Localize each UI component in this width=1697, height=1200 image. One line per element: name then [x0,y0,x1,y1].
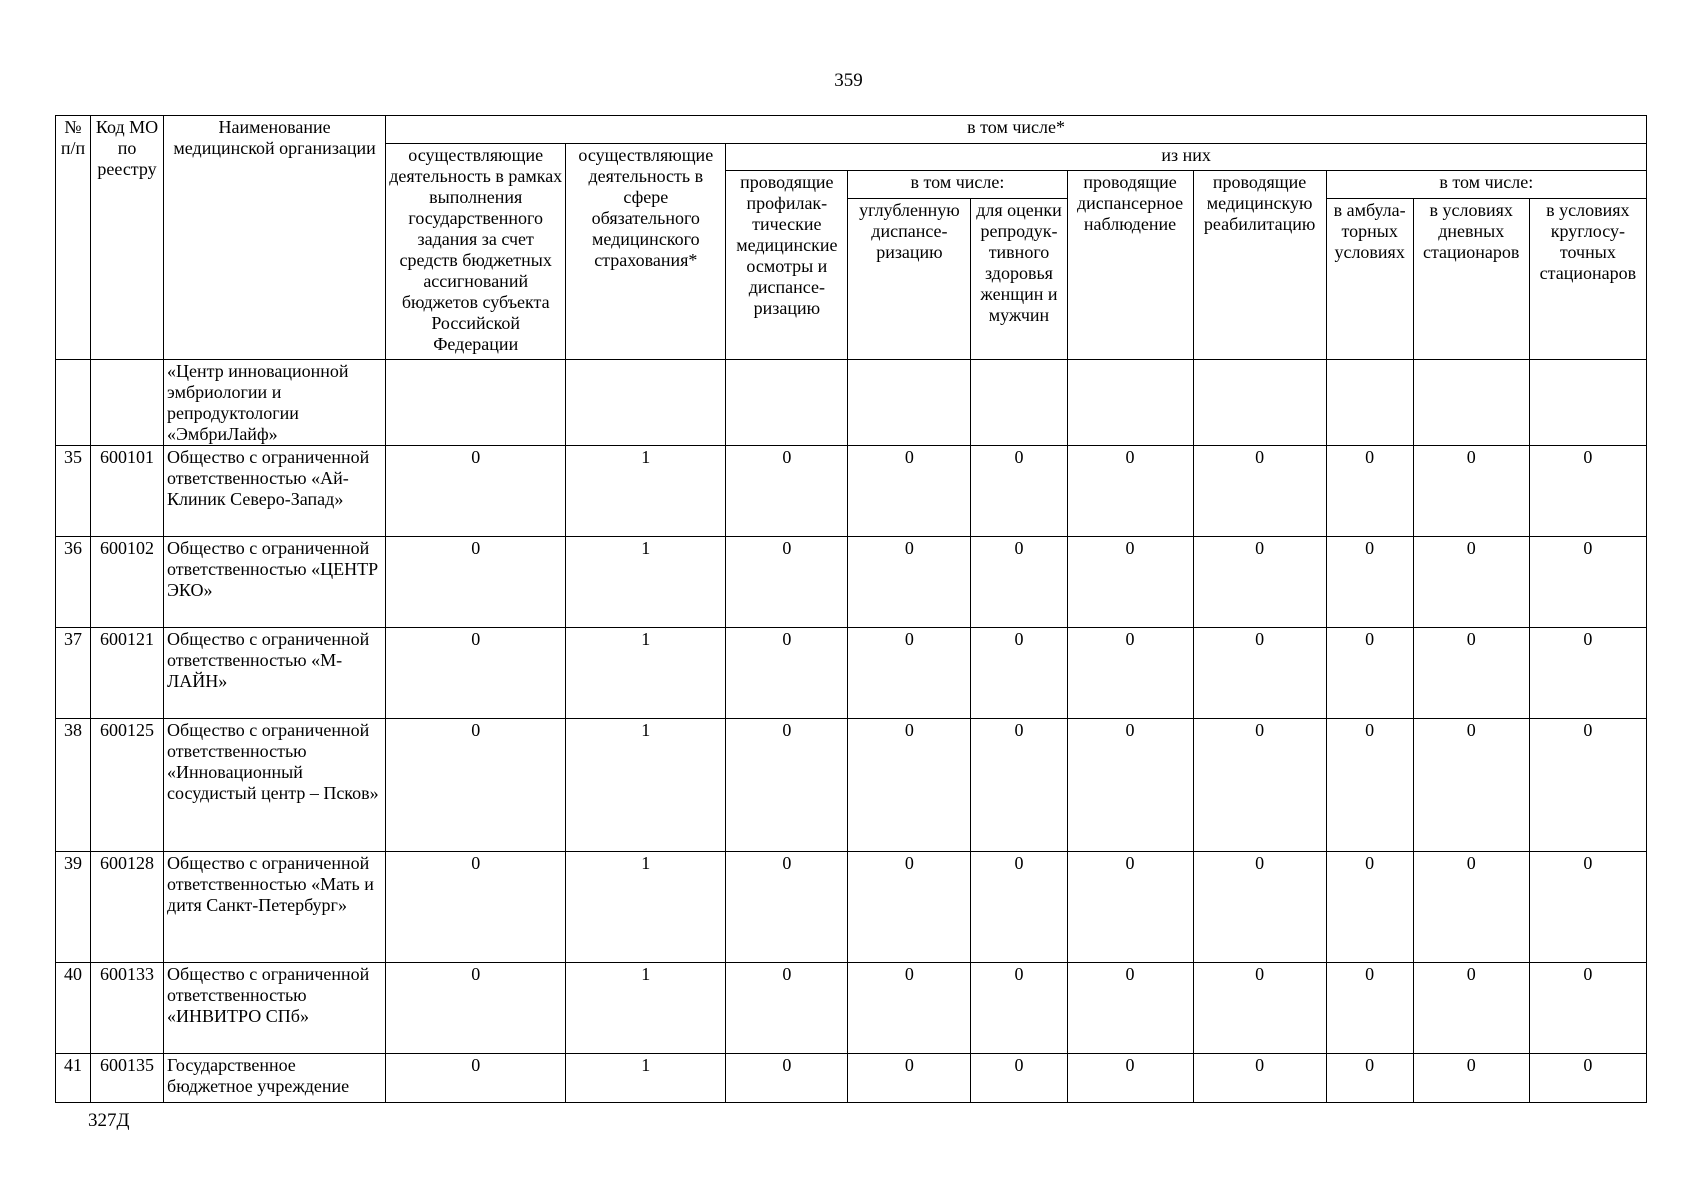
cell-value: 0 [1067,446,1193,537]
cell-value: 1 [566,446,726,537]
organizations-table [55,115,1647,1103]
cell-value [1326,360,1413,446]
cell-value: 0 [1067,628,1193,719]
cell-code: 600121 [91,628,164,719]
cell-name: Общество с ограниченной ответственностью «Инновационный сосудистый центр – Псков» [164,719,386,852]
cell-value: 0 [848,1054,971,1103]
cell-value: 0 [726,628,848,719]
cell-value: 0 [1326,446,1413,537]
cell-value [386,360,566,446]
cell-value: 0 [1326,963,1413,1054]
cell-num: 40 [56,963,91,1054]
table-row [56,446,1647,537]
cell-value: 0 [1193,446,1326,537]
cell-value: 0 [1067,852,1193,963]
header-dispensary: проводящие диспансерное наблюдение [1067,171,1193,360]
cell-name: Общество с ограниченной ответственностью «ИНВИТРО СПб» [164,963,386,1054]
cell-value [1193,360,1326,446]
cell-value: 0 [1067,1054,1193,1103]
table-row-continuation [56,360,1647,446]
cell-value: 0 [1193,852,1326,963]
table-row [56,1054,1647,1103]
cell-value: 0 [848,628,971,719]
header-reproductive: для оценки репродук-тивного здоровья женщин и мужчин [971,199,1067,360]
header-prophylactic: проводящие профилак-тические медицинские осмотры и диспансе-ризацию [726,171,848,360]
cell-value: 0 [848,537,971,628]
cell-value: 0 [386,628,566,719]
cell-value: 0 [1529,963,1646,1054]
cell-value: 0 [386,537,566,628]
cell-value: 0 [1529,446,1646,537]
cell-value: 0 [1529,537,1646,628]
cell-code: 600101 [91,446,164,537]
cell-value: 0 [1413,446,1529,537]
cell-value: 0 [726,537,848,628]
header-round-hospital: в условиях круглосу-точных стационаров [1529,199,1646,360]
header-code: Код МО по реестру [91,116,164,360]
header-including-a: в том числе: [848,171,1067,199]
cell-value: 0 [971,1054,1067,1103]
cell-value: 0 [726,852,848,963]
cell-num: 39 [56,852,91,963]
cell-value: 0 [971,537,1067,628]
cell-value: 0 [386,719,566,852]
cell-value: 0 [1193,537,1326,628]
header-day-hospital: в условиях дневных стационаров [1413,199,1529,360]
cell-value: 1 [566,628,726,719]
page-number: 359 [834,70,863,91]
cell-value: 0 [971,963,1067,1054]
cell-value: 0 [386,446,566,537]
cell-value: 0 [1413,852,1529,963]
cell-code: 600125 [91,719,164,852]
cell-value: 0 [386,852,566,963]
cell-value: 0 [848,446,971,537]
cell-value: 0 [1193,719,1326,852]
cell-value: 0 [1326,1054,1413,1103]
cell-value: 0 [971,446,1067,537]
cell-code: 600135 [91,1054,164,1103]
table-row [56,852,1647,963]
cell-value: 0 [1529,719,1646,852]
cell-value [971,360,1067,446]
cell-value: 0 [971,852,1067,963]
cell-value: 0 [1067,537,1193,628]
table-row [56,537,1647,628]
cell-value: 1 [566,537,726,628]
cell-value: 0 [1413,719,1529,852]
cell-value: 0 [848,852,971,963]
cell-value: 0 [1529,852,1646,963]
cell-value: 1 [566,1054,726,1103]
header-including-star: в том числе* [386,116,1647,144]
header-including-b: в том числе: [1326,171,1646,199]
cell-value [1067,360,1193,446]
cell-num: 41 [56,1054,91,1103]
cell-value: 0 [1529,628,1646,719]
cell-num: 38 [56,719,91,852]
cell-num: 35 [56,446,91,537]
cell-value: 0 [1326,719,1413,852]
header-rehabilitation: проводящие медицинскую реабилитацию [1193,171,1326,360]
cell-value: 0 [1193,963,1326,1054]
cell-code: 600128 [91,852,164,963]
cell-name: Общество с ограниченной ответственностью «М-ЛАЙН» [164,628,386,719]
cell-value: 0 [386,963,566,1054]
cell-name: Общество с ограниченной ответственностью «Мать и дитя Санкт-Петербург» [164,852,386,963]
header-oms: осуществляющие деятельность в сфере обязательного медицинского страхования* [566,144,726,360]
cell-value: 0 [1529,1054,1646,1103]
cell-value [726,360,848,446]
cell-value: 0 [971,628,1067,719]
header-name: Наименование медицинской организации [164,116,386,360]
cell-value: 0 [726,963,848,1054]
cell-value: 1 [566,852,726,963]
cell-name: «Центр инновационной эмбриологии и репродуктологии «ЭмбриЛайф» [164,360,386,446]
cell-value: 1 [566,963,726,1054]
cell-value [848,360,971,446]
cell-value: 0 [1067,963,1193,1054]
cell-value [566,360,726,446]
cell-value: 0 [1067,719,1193,852]
cell-num: 37 [56,628,91,719]
table-header [56,116,1647,360]
cell-value: 0 [971,719,1067,852]
cell-num [56,360,91,446]
table-row [56,963,1647,1054]
cell-value: 1 [566,719,726,852]
cell-value: 0 [726,446,848,537]
cell-code: 600102 [91,537,164,628]
cell-value: 0 [1193,1054,1326,1103]
table-body [56,360,1647,1103]
cell-name: Общество с ограниченной ответственностью «Ай-Клиник Северо-Запад» [164,446,386,537]
cell-value: 0 [726,1054,848,1103]
cell-name: Общество с ограниченной ответственностью «ЦЕНТР ЭКО» [164,537,386,628]
header-deep-dispensary: углубленную диспансе-ризацию [848,199,971,360]
header-ambulatory: в амбула-торных условиях [1326,199,1413,360]
cell-value: 0 [1413,1054,1529,1103]
header-of-them: из них [726,144,1647,171]
cell-value: 0 [848,963,971,1054]
cell-code [91,360,164,446]
header-state-task: осуществляющие деятельность в рамках выполнения государственного задания за счет средств бюджетных ассигнований бюджетов субъекта Российской Федерации [386,144,566,360]
cell-code: 600133 [91,963,164,1054]
cell-name: Государственное бюджетное учреждение [164,1054,386,1103]
cell-value: 0 [1413,963,1529,1054]
cell-value: 0 [726,719,848,852]
cell-value: 0 [1326,628,1413,719]
document-code: 327Д [88,1110,130,1131]
cell-value: 0 [1326,852,1413,963]
cell-num: 36 [56,537,91,628]
header-num: № п/п [56,116,91,360]
cell-value: 0 [1193,628,1326,719]
cell-value: 0 [386,1054,566,1103]
cell-value: 0 [1413,537,1529,628]
cell-value [1413,360,1529,446]
cell-value [1529,360,1646,446]
cell-value: 0 [1413,628,1529,719]
cell-value: 0 [848,719,971,852]
table-row [56,719,1647,852]
table-row [56,628,1647,719]
cell-value: 0 [1326,537,1413,628]
